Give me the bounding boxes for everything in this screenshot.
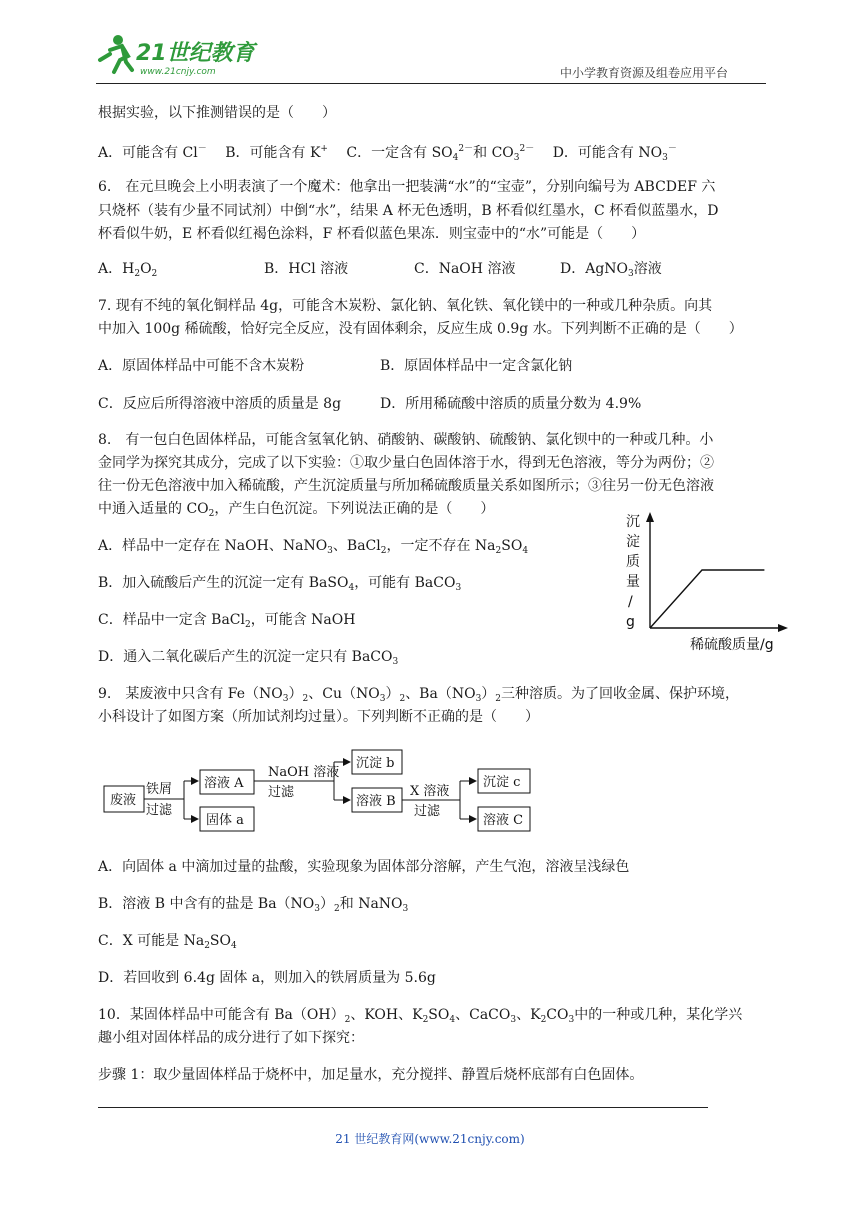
footer-divider — [98, 1107, 708, 1108]
q7-option-a: A．原固体样品中可能不含木炭粉 — [98, 358, 305, 374]
q6-option-b: B．HCl 溶液 — [264, 261, 349, 277]
q9-option-d: D．若回收到 6.4g 固体 a，则加入的铁屑质量为 5.6g — [98, 970, 436, 986]
flow-label-waste: 废液 — [110, 793, 137, 808]
flow-step3-top: X 溶液 — [410, 784, 450, 799]
q9-flowchart — [98, 748, 548, 840]
flow-step1-bottom: 过滤 — [146, 803, 173, 818]
q8-line1: 8. 有一包白色固体样品，可能含氢氧化钠、硝酸钠、碳酸钠、硫酸钠、氯化钡中的一种或几种。小 — [98, 432, 714, 448]
q10-line1: 10．某固体样品中可能含有 $Ba(OH)_2$、KOH、$K_2SO_4$、CaCO$_3$、$K_2CO_3$中的一种或几种，某化学兴 — [98, 1007, 743, 1025]
platform-title: 中小学教育资源及组卷应用平台 — [560, 66, 729, 80]
q8-line4: 中通入适量的 $CO_2$，产生白色沉淀。下列说法正确的是（ ） — [98, 501, 495, 519]
q8-line2: 金同学为探究其成分，完成了以下实验：①取少量白色固体溶于水，得到无色溶液，等分为两份；② — [98, 455, 714, 471]
flow-label-precip-b: 沉淀 b — [356, 756, 395, 771]
q6-line2: 只烧杯（装有少量不同试剂）中倒“水”，结果 A 杯无色透明，B 杯看似红墨水，C 杯看似蓝墨水，D — [98, 203, 719, 219]
q9-option-a: A．向固体 a 中滴加过量的盐酸，实验现象为固体部分溶解，产生气泡，溶液呈浅绿色 — [98, 859, 630, 875]
q9-line1: 9. 某废液中只含有 $Fe(NO_3)_2$、$Cu(NO_3)_2$、$Ba(NO_3)_2$三种溶质。为了回收金属、保护环境， — [98, 686, 740, 704]
chart-y-label-char: 沉 — [626, 514, 640, 530]
chart-y-label-char: / — [628, 594, 633, 610]
q7-option-c: C．反应后所得溶液中溶质的质量是 8g — [98, 396, 342, 412]
q8-option-b: B．加入硫酸后产生的沉淀一定有 BaSO$_4$，可能有 BaCO$_3$ — [98, 575, 462, 593]
chart-y-axis-label — [626, 514, 640, 630]
q6-line1: 6. 在元旦晚会上小明表演了一个魔术：他拿出一把装满“水”的“宝壶”，分别向编号为 ABCDEF 六 — [98, 179, 716, 195]
footer-link[interactable]: 21 世纪教育网(www.21cnjy.com) — [335, 1132, 525, 1146]
chart-x-arrow — [778, 624, 788, 632]
flow-step1-top: 铁屑 — [146, 782, 173, 797]
flow-label-solid-a: 固体 a — [206, 813, 244, 828]
chart-y-label-char: 淀 — [626, 534, 640, 550]
q9-option-b: B．溶液 B 中含有的盐是 $Ba(NO_3)_2$和 NaNO$_3$ — [98, 896, 409, 914]
q6-option-c: C．NaOH 溶液 — [414, 261, 516, 277]
svg-text:www.21cnjy.com: www.21cnjy.com — [140, 67, 216, 77]
q9-option-c: C．X 可能是 $Na_2SO_4$ — [98, 933, 237, 951]
chart-y-arrow — [646, 512, 654, 522]
q5-options: A．可能含有 Cl－ B．可能含有 K+ C．一定含有 $SO_4^{2-}$和 $CO_3^{2-}$ D．可能含有 $NO_3^-$ — [98, 144, 677, 163]
flow-step2-top: NaOH 溶液 — [268, 765, 340, 780]
q7-line2: 中加入 100g 稀硫酸，恰好完全反应，没有固体剩余，反应生成 0.9g 水。下列判断不正确的是（ ） — [98, 321, 743, 337]
q10-line3: 步骤 1：取少量固体样品于烧杯中，加足量水，充分搅拌、静置后烧杯底部有白色固体。 — [98, 1067, 644, 1083]
chart-series-line — [650, 570, 764, 628]
q6-option-d: D．AgNO$_3$溶液 — [560, 261, 662, 279]
q8-option-d: D．通入二氧化碳后产生的沉淀一定只有 BaCO$_3$ — [98, 649, 399, 667]
q7-option-b: B．原固体样品中一定含氯化钠 — [380, 358, 573, 374]
q9-line2: 小科设计了如图方案（所加试剂均过量）。下列判断不正确的是（ ） — [98, 709, 539, 725]
q5-stem: 根据实验，以下推测错误的是（ ） — [98, 105, 336, 121]
flow-label-precip-c: 沉淀 c — [483, 775, 521, 790]
q8-line3: 往一份无色溶液中加入稀硫酸，产生沉淀质量与所加稀硫酸质量关系如图所示；③往另一份无色溶液 — [98, 478, 714, 494]
chart-x-axis-label: 稀硫酸质量/g — [690, 637, 774, 653]
q8-option-c: C．样品中一定含 BaCl$_2$，可能含 NaOH — [98, 612, 356, 630]
logo-runner-icon — [113, 35, 123, 45]
q6-line3: 杯看似牛奶，E 杯看似红褐色涂料，F 杯看似蓝色果冻．则宝壶中的“水”可能是（ ） — [98, 226, 646, 242]
flow-step2-bottom: 过滤 — [268, 785, 295, 800]
flow-label-solution-c: 溶液 C — [483, 813, 524, 828]
chart-y-label-char: 质 — [626, 554, 640, 570]
flow-label-solution-a: 溶液 A — [204, 776, 244, 791]
flow-step3-bottom: 过滤 — [414, 804, 441, 819]
chart-y-label-char: g — [626, 614, 635, 630]
q7-option-d: D．所用稀硫酸中溶质的质量分数为 4.9% — [380, 396, 642, 412]
site-logo — [96, 30, 266, 80]
q8-option-a: A．样品中一定存在 NaOH、NaNO$_3$、BaCl$_2$，一定不存在 $Na_2SO_4$ — [98, 538, 529, 556]
svg-text:21世纪教育: 21世纪教育 — [136, 41, 255, 66]
chart-y-label-char: 量 — [626, 574, 640, 590]
flow-label-solution-b: 溶液 B — [356, 794, 396, 809]
header-divider — [96, 83, 766, 84]
q10-line2: 趣小组对固体样品的成分进行了如下探究： — [98, 1030, 364, 1046]
q6-option-a: A．$H_2O_2$ — [98, 261, 158, 279]
q8-chart — [608, 510, 788, 660]
q7-line1: 7. 现有不纯的氧化铜样品 4g，可能含木炭粉、氯化钠、氧化铁、氧化镁中的一种或几种杂质。向其 — [98, 298, 713, 314]
